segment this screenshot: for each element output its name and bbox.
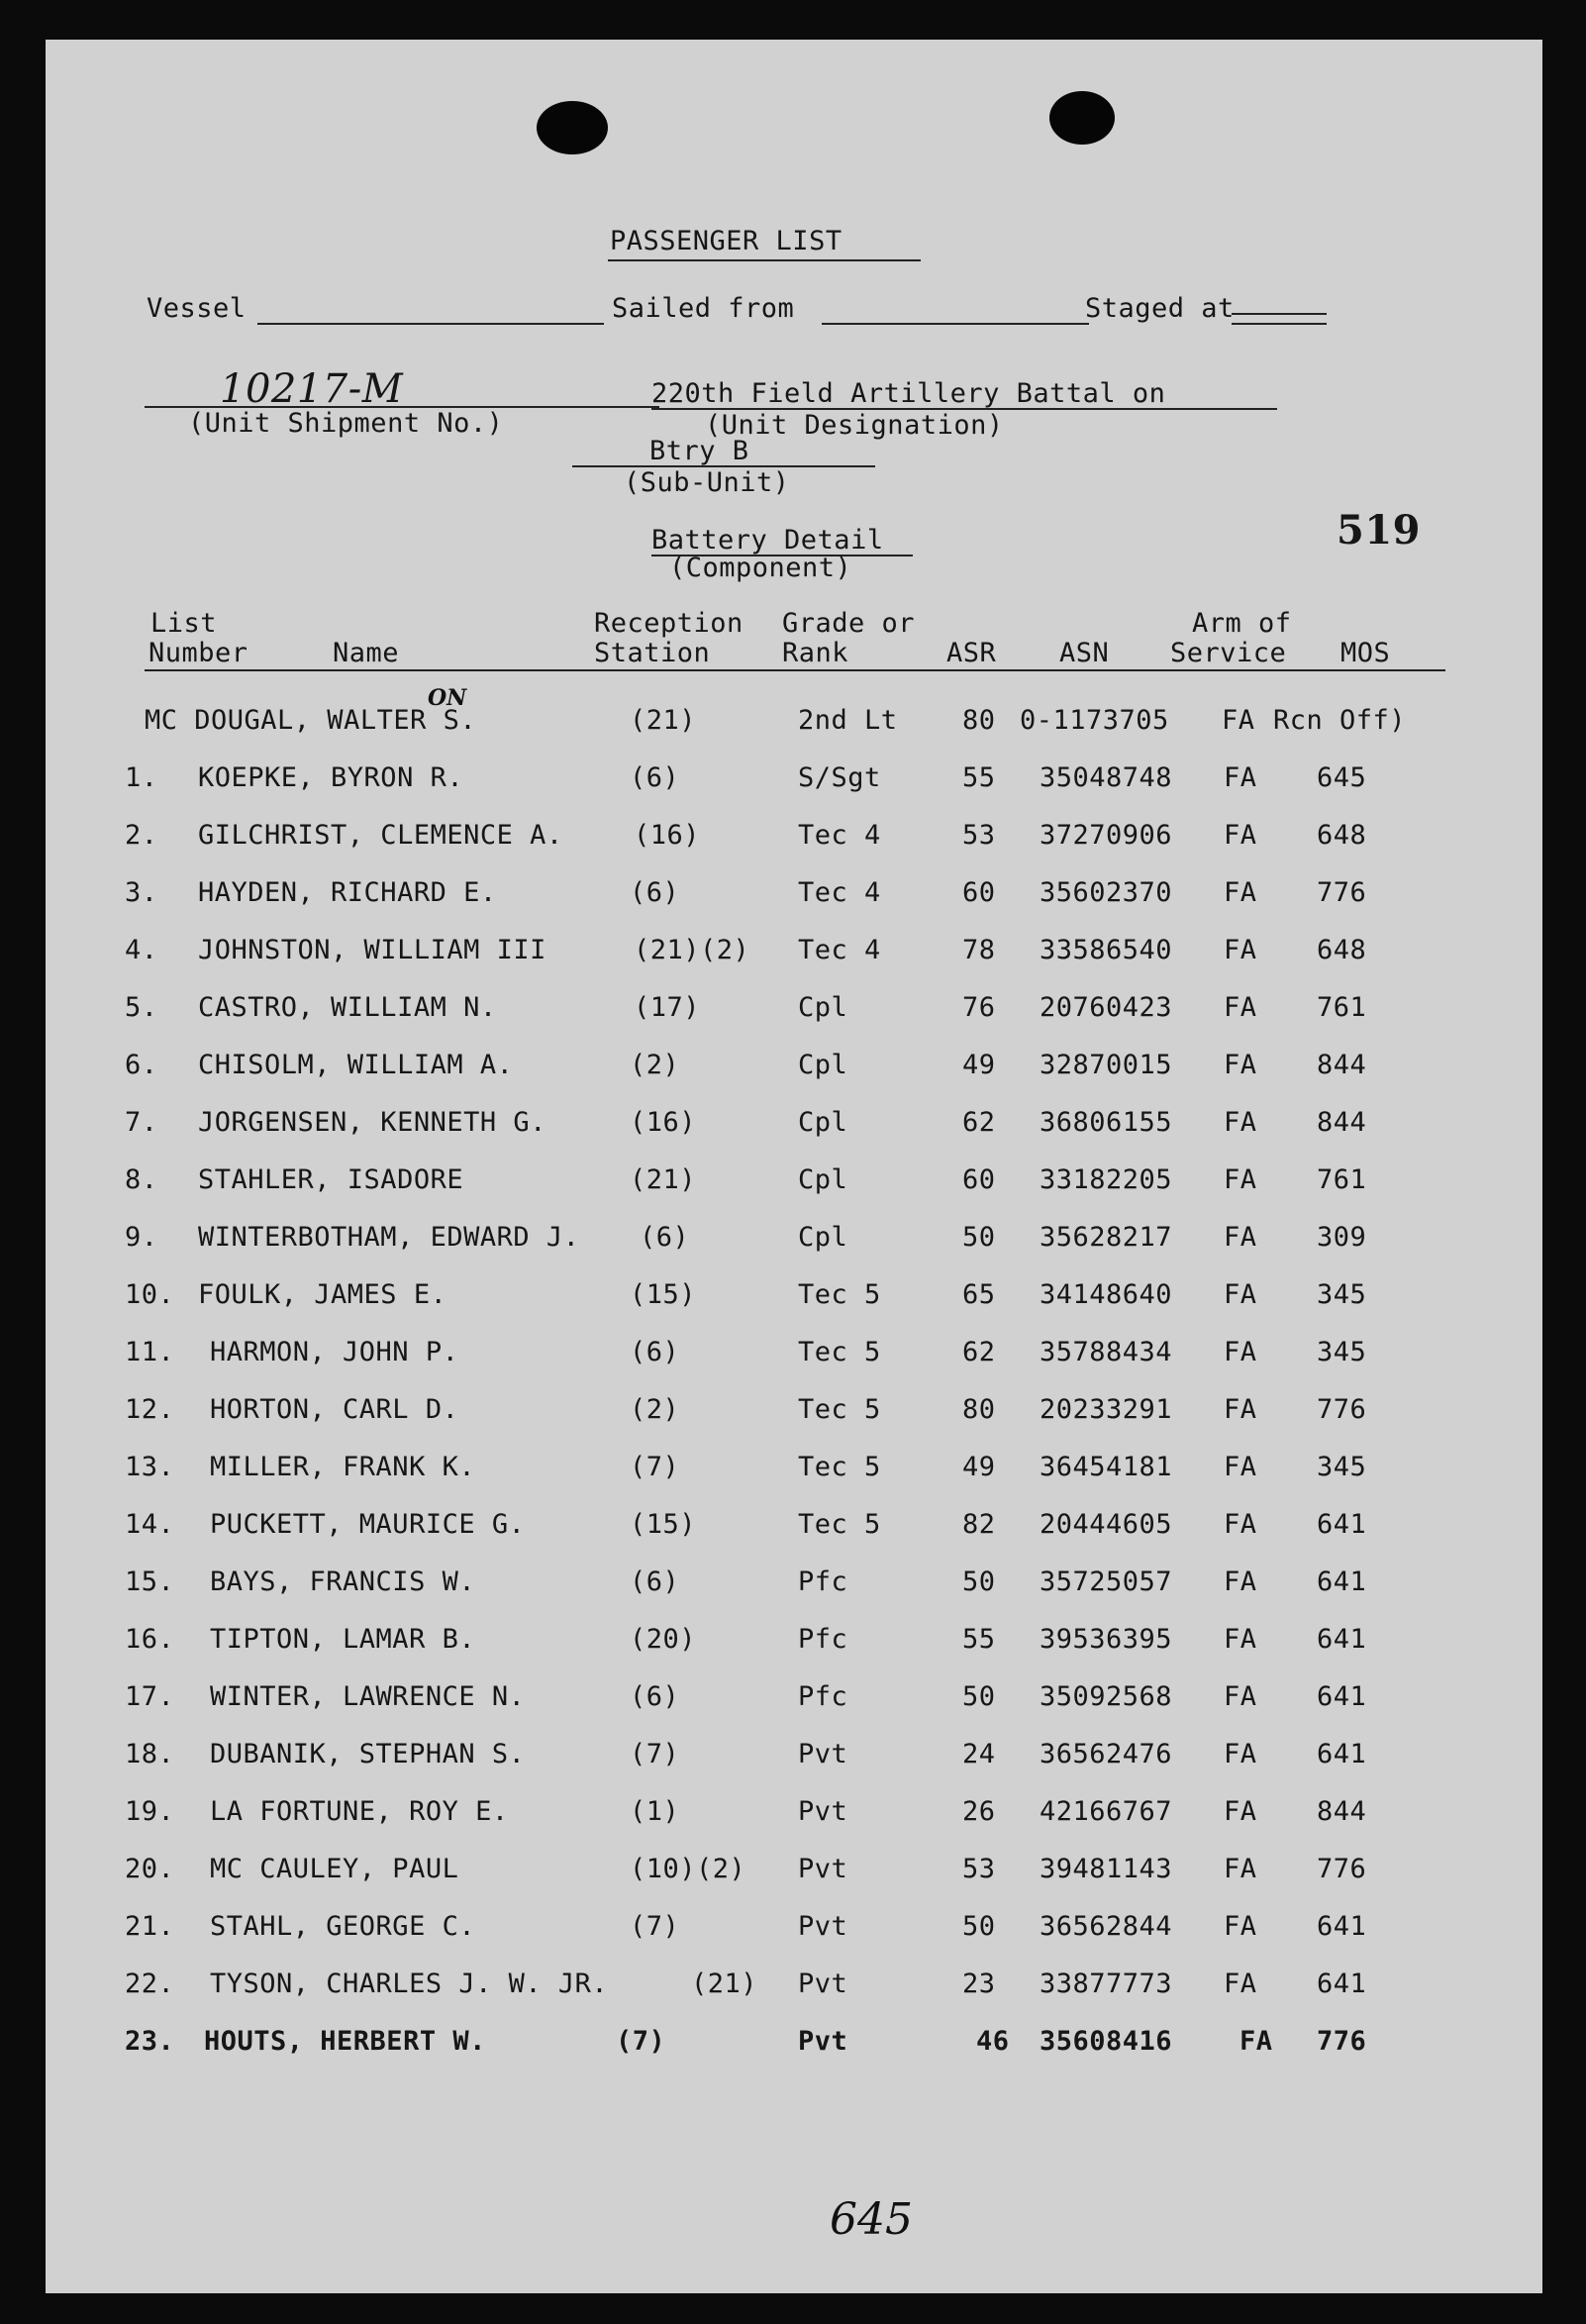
row-asr: 50 xyxy=(962,1222,996,1253)
row-name: TIPTON, LAMAR B. xyxy=(210,1624,476,1655)
row-grade: Tec 5 xyxy=(798,1452,881,1482)
row-asr: 49 xyxy=(962,1452,996,1482)
header-service: Service xyxy=(1170,638,1287,668)
row-station: (6) xyxy=(630,1681,680,1712)
unit-designation: 220th Field Artillery Battal on xyxy=(651,378,1166,409)
row-grade: Pvt xyxy=(798,1796,848,1827)
row-arm: FA xyxy=(1224,1509,1257,1540)
row-asn: 39481143 xyxy=(1040,1854,1173,1884)
header-station: Station xyxy=(594,638,711,668)
row-mos: 641 xyxy=(1317,1566,1367,1597)
row-name: JOHNSTON, WILLIAM III xyxy=(198,935,546,965)
row-number: 8. xyxy=(125,1164,158,1195)
table-row xyxy=(46,2026,1542,2077)
row-station: (6) xyxy=(630,762,680,793)
row-asn: 20760423 xyxy=(1040,992,1173,1023)
row-arm: FA xyxy=(1224,1222,1257,1253)
row-asn: 20233291 xyxy=(1040,1394,1173,1425)
table-row xyxy=(46,877,1542,929)
row-grade: Pfc xyxy=(798,1624,848,1655)
table-row xyxy=(46,1681,1542,1733)
row-mos: 641 xyxy=(1317,1624,1367,1655)
row-asn: 35048748 xyxy=(1040,762,1173,793)
handwritten-insert: ON xyxy=(428,685,467,711)
row-arm: FA xyxy=(1224,1279,1257,1310)
row-station: (6) xyxy=(630,1337,680,1367)
document-page xyxy=(46,40,1542,2293)
row-mos: 645 xyxy=(1317,762,1367,793)
row-asn: 20444605 xyxy=(1040,1509,1173,1540)
row-grade: Cpl xyxy=(798,1164,848,1195)
row-asn: 36454181 xyxy=(1040,1452,1173,1482)
row-asn: 35788434 xyxy=(1040,1337,1173,1367)
row-name: TYSON, CHARLES J. W. JR. xyxy=(210,1969,609,1999)
row-asr: 50 xyxy=(962,1681,996,1712)
staged-strikeout xyxy=(1232,313,1327,315)
row-station: (16) xyxy=(630,1107,697,1138)
row-number: 21. xyxy=(125,1911,175,1942)
table-row xyxy=(46,1279,1542,1331)
row-number: 1. xyxy=(125,762,158,793)
row-mos: 648 xyxy=(1317,820,1367,851)
row-asn: 32870015 xyxy=(1040,1050,1173,1080)
row-number: 22. xyxy=(125,1969,175,1999)
header-asn: ASN xyxy=(1059,638,1110,668)
table-row xyxy=(46,1452,1542,1503)
row-mos: 345 xyxy=(1317,1279,1367,1310)
row-arm: FA xyxy=(1224,1911,1257,1942)
row-station: (16) xyxy=(634,820,701,851)
row-mos: 641 xyxy=(1317,1969,1367,1999)
row-asn: 36562476 xyxy=(1040,1739,1173,1769)
table-row xyxy=(46,1739,1542,1790)
row-grade: Pfc xyxy=(798,1681,848,1712)
table-row xyxy=(46,1164,1542,1216)
title-underline xyxy=(608,259,921,261)
row-asr: 76 xyxy=(962,992,996,1023)
row-grade: Tec 4 xyxy=(798,820,881,851)
row-grade: Pfc xyxy=(798,1566,848,1597)
row-mos: Rcn Off) xyxy=(1273,705,1407,736)
row-station: (6) xyxy=(630,1566,680,1597)
row-name: CHISOLM, WILLIAM A. xyxy=(198,1050,514,1080)
component-value: Battery Detail xyxy=(651,525,884,556)
row-grade: Tec 5 xyxy=(798,1279,881,1310)
row-grade: Pvt xyxy=(798,1969,848,1999)
row-grade: Tec 5 xyxy=(798,1509,881,1540)
staged-label: Staged at xyxy=(1085,293,1235,324)
row-grade: Cpl xyxy=(798,1222,848,1253)
row-station: (2) xyxy=(630,1394,680,1425)
row-mos: 648 xyxy=(1317,935,1367,965)
row-mos: 844 xyxy=(1317,1050,1367,1080)
row-station: (7) xyxy=(630,1452,680,1482)
row-station: (6) xyxy=(630,877,680,908)
row-mos: 761 xyxy=(1317,1164,1367,1195)
row-asr: 24 xyxy=(962,1739,996,1769)
header-grade: Grade or xyxy=(782,608,916,639)
row-name: CASTRO, WILLIAM N. xyxy=(198,992,497,1023)
header-rank: Rank xyxy=(782,638,849,668)
row-asr: 53 xyxy=(962,820,996,851)
row-asr: 50 xyxy=(962,1911,996,1942)
row-station: (21)(2) xyxy=(634,935,750,965)
row-name: GILCHRIST, CLEMENCE A. xyxy=(198,820,563,851)
row-mos: 641 xyxy=(1317,1739,1367,1769)
row-mos: 641 xyxy=(1317,1509,1367,1540)
row-arm: FA xyxy=(1224,1452,1257,1482)
row-arm: FA xyxy=(1224,820,1257,851)
row-asr: 78 xyxy=(962,935,996,965)
row-arm: FA xyxy=(1224,1164,1257,1195)
row-mos: 345 xyxy=(1317,1337,1367,1367)
row-asn: 34148640 xyxy=(1040,1279,1173,1310)
row-asr: 50 xyxy=(962,1566,996,1597)
row-asn: 39536395 xyxy=(1040,1624,1173,1655)
shipment-label: (Unit Shipment No.) xyxy=(188,408,504,439)
row-asr: 26 xyxy=(962,1796,996,1827)
row-station: (7) xyxy=(630,1739,680,1769)
row-mos: 641 xyxy=(1317,1911,1367,1942)
row-arm: FA xyxy=(1224,935,1257,965)
row-number: 12. xyxy=(125,1394,175,1425)
row-arm: FA xyxy=(1224,762,1257,793)
row-name: MC CAULEY, PAUL xyxy=(210,1854,459,1884)
table-row xyxy=(46,1796,1542,1848)
component-label: (Component) xyxy=(669,553,852,583)
row-number: 11. xyxy=(125,1337,175,1367)
row-name: BAYS, FRANCIS W. xyxy=(210,1566,476,1597)
row-grade: Tec 4 xyxy=(798,877,881,908)
row-grade: Pvt xyxy=(798,2026,848,2057)
row-station: (21) xyxy=(691,1969,758,1999)
row-mos: 345 xyxy=(1317,1452,1367,1482)
row-name: WINTER, LAWRENCE N. xyxy=(210,1681,526,1712)
form-title: PASSENGER LIST xyxy=(610,226,843,256)
row-station: (7) xyxy=(630,1911,680,1942)
row-asr: 49 xyxy=(962,1050,996,1080)
row-station: (6) xyxy=(640,1222,690,1253)
row-arm: FA xyxy=(1224,1739,1257,1769)
row-number: 3. xyxy=(125,877,158,908)
row-asn: 35092568 xyxy=(1040,1681,1173,1712)
row-asn: 33182205 xyxy=(1040,1164,1173,1195)
row-asr: 65 xyxy=(962,1279,996,1310)
table-row xyxy=(46,992,1542,1044)
row-name: HAYDEN, RICHARD E. xyxy=(198,877,497,908)
header-list: List xyxy=(150,608,218,639)
row-asn: 0-1173705 xyxy=(1020,705,1169,736)
row-number: 14. xyxy=(125,1509,175,1540)
row-mos: 844 xyxy=(1317,1107,1367,1138)
vessel-label: Vessel xyxy=(147,293,247,324)
row-station: (2) xyxy=(630,1050,680,1080)
row-asr: 55 xyxy=(962,1624,996,1655)
table-row xyxy=(46,1222,1542,1273)
row-grade: Tec 5 xyxy=(798,1337,881,1367)
row-number: 7. xyxy=(125,1107,158,1138)
row-grade: Tec 5 xyxy=(798,1394,881,1425)
table-row xyxy=(46,1337,1542,1388)
header-number: Number xyxy=(149,638,248,668)
row-arm: FA xyxy=(1224,992,1257,1023)
header-arm: Arm of xyxy=(1192,608,1292,639)
table-row xyxy=(46,1107,1542,1159)
row-asr: 80 xyxy=(962,1394,996,1425)
header-name: Name xyxy=(333,638,400,668)
row-number: 20. xyxy=(125,1854,175,1884)
row-asr: 60 xyxy=(962,877,996,908)
row-number: 9. xyxy=(125,1222,158,1253)
row-name: KOEPKE, BYRON R. xyxy=(198,762,464,793)
row-mos: 776 xyxy=(1317,1854,1367,1884)
row-asr: 62 xyxy=(962,1337,996,1367)
table-row xyxy=(46,935,1542,986)
row-arm: FA xyxy=(1224,1969,1257,1999)
sailed-label: Sailed from xyxy=(612,293,795,324)
row-station: (20) xyxy=(630,1624,697,1655)
row-asr: 55 xyxy=(962,762,996,793)
table-row xyxy=(46,1566,1542,1618)
shipment-number: 10217-M xyxy=(220,366,404,412)
row-number: 19. xyxy=(125,1796,175,1827)
row-number: 10. xyxy=(125,1279,175,1310)
table-row xyxy=(46,705,1542,757)
row-arm: FA xyxy=(1224,1796,1257,1827)
row-arm: FA xyxy=(1224,1624,1257,1655)
row-name: DUBANIK, STEPHAN S. xyxy=(210,1739,526,1769)
row-mos: 761 xyxy=(1317,992,1367,1023)
table-row xyxy=(46,1509,1542,1561)
row-asr: 46 xyxy=(976,2026,1010,2057)
row-asr: 23 xyxy=(962,1969,996,1999)
row-name: FOULK, JAMES E. xyxy=(198,1279,447,1310)
row-mos: 309 xyxy=(1317,1222,1367,1253)
row-number: 23. xyxy=(125,2026,175,2057)
row-asn: 33877773 xyxy=(1040,1969,1173,1999)
row-grade: Cpl xyxy=(798,1050,848,1080)
footer-handwritten-number: 645 xyxy=(830,2194,913,2245)
row-arm: FA xyxy=(1239,2026,1273,2057)
row-name: MILLER, FRANK K. xyxy=(210,1452,476,1482)
header-asr: ASR xyxy=(946,638,997,668)
row-mos: 844 xyxy=(1317,1796,1367,1827)
row-asr: 62 xyxy=(962,1107,996,1138)
unit-label: (Unit Designation) xyxy=(705,410,1004,441)
row-arm: FA xyxy=(1224,1107,1257,1138)
row-arm: FA xyxy=(1224,1050,1257,1080)
table-row xyxy=(46,1394,1542,1446)
table-row xyxy=(46,1050,1542,1101)
row-arm: FA xyxy=(1224,1854,1257,1884)
row-arm: FA xyxy=(1224,1681,1257,1712)
row-asr: 60 xyxy=(962,1164,996,1195)
row-number: 5. xyxy=(125,992,158,1023)
row-asr: 82 xyxy=(962,1509,996,1540)
row-number: 16. xyxy=(125,1624,175,1655)
header-reception: Reception xyxy=(594,608,743,639)
row-asn: 35602370 xyxy=(1040,877,1173,908)
table-row xyxy=(46,762,1542,814)
table-row xyxy=(46,1911,1542,1963)
row-name: STAHLER, ISADORE xyxy=(198,1164,464,1195)
row-station: (21) xyxy=(630,1164,697,1195)
row-station: (1) xyxy=(630,1796,680,1827)
page-stamp: 519 xyxy=(1337,507,1421,554)
header-underline xyxy=(145,669,1445,671)
row-station: (15) xyxy=(630,1509,697,1540)
row-asr: 80 xyxy=(962,705,996,736)
row-asn: 33586540 xyxy=(1040,935,1173,965)
row-arm: FA xyxy=(1224,877,1257,908)
row-grade: Cpl xyxy=(798,1107,848,1138)
row-grade: Pvt xyxy=(798,1739,848,1769)
row-mos: 776 xyxy=(1317,877,1367,908)
row-grade: Tec 4 xyxy=(798,935,881,965)
row-grade: 2nd Lt xyxy=(798,705,898,736)
row-number: 4. xyxy=(125,935,158,965)
row-name: PUCKETT, MAURICE G. xyxy=(210,1509,526,1540)
staged-blank xyxy=(1232,323,1327,325)
row-number: 13. xyxy=(125,1452,175,1482)
row-name: LA FORTUNE, ROY E. xyxy=(210,1796,509,1827)
row-grade: Cpl xyxy=(798,992,848,1023)
sailed-blank xyxy=(822,323,1089,325)
row-asr: 53 xyxy=(962,1854,996,1884)
row-name: HORTON, CARL D. xyxy=(210,1394,459,1425)
subunit-value: Btry B xyxy=(649,436,749,466)
row-grade: Pvt xyxy=(798,1854,848,1884)
row-asn: 42166767 xyxy=(1040,1796,1173,1827)
row-name: WINTERBOTHAM, EDWARD J. xyxy=(198,1222,580,1253)
row-name: MC DOUGAL, WALTER S. xyxy=(145,705,477,736)
subunit-label: (Sub-Unit) xyxy=(624,467,790,498)
row-station: (7) xyxy=(616,2026,666,2057)
row-name: STAHL, GEORGE C. xyxy=(210,1911,476,1942)
punch-hole-left xyxy=(537,101,608,154)
row-asn: 37270906 xyxy=(1040,820,1173,851)
table-row xyxy=(46,820,1542,871)
row-number: 6. xyxy=(125,1050,158,1080)
row-number: 15. xyxy=(125,1566,175,1597)
row-asn: 35628217 xyxy=(1040,1222,1173,1253)
row-arm: FA xyxy=(1224,1566,1257,1597)
row-asn: 36806155 xyxy=(1040,1107,1173,1138)
row-station: (10)(2) xyxy=(630,1854,746,1884)
row-asn: 35608416 xyxy=(1040,2026,1173,2057)
row-name: HARMON, JOHN P. xyxy=(210,1337,459,1367)
row-number: 17. xyxy=(125,1681,175,1712)
row-name: HOUTS, HERBERT W. xyxy=(204,2026,486,2057)
row-number: 18. xyxy=(125,1739,175,1769)
row-mos: 641 xyxy=(1317,1681,1367,1712)
row-arm: FA xyxy=(1224,1394,1257,1425)
row-asn: 36562844 xyxy=(1040,1911,1173,1942)
row-arm: FA xyxy=(1222,705,1255,736)
table-row xyxy=(46,1624,1542,1675)
row-arm: FA xyxy=(1224,1337,1257,1367)
header-mos: MOS xyxy=(1340,638,1391,668)
row-station: (15) xyxy=(630,1279,697,1310)
row-number: 2. xyxy=(125,820,158,851)
row-mos: 776 xyxy=(1317,2026,1367,2057)
row-asn: 35725057 xyxy=(1040,1566,1173,1597)
vessel-blank xyxy=(257,323,604,325)
punch-hole-right xyxy=(1049,91,1115,145)
table-row xyxy=(46,1854,1542,1905)
table-row xyxy=(46,1969,1542,2020)
row-grade: S/Sgt xyxy=(798,762,881,793)
row-name: JORGENSEN, KENNETH G. xyxy=(198,1107,546,1138)
row-mos: 776 xyxy=(1317,1394,1367,1425)
row-station: (17) xyxy=(634,992,701,1023)
row-grade: Pvt xyxy=(798,1911,848,1942)
row-station: (21) xyxy=(630,705,697,736)
